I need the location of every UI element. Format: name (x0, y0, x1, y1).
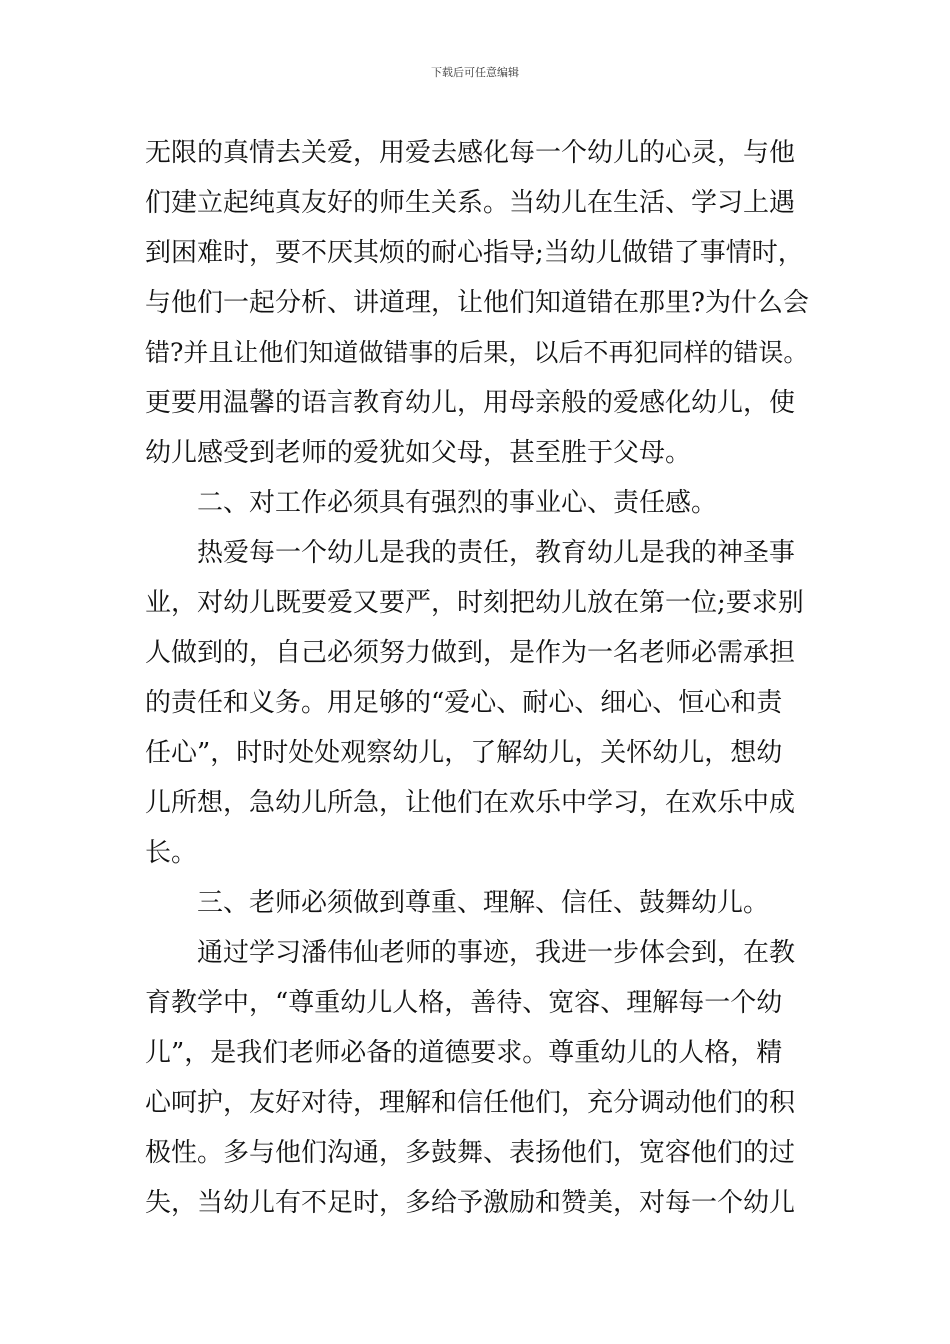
text-line: 热爱每一个幼儿是我的责任，教育幼儿是我的神圣事 (197, 538, 796, 568)
text-line: 长。 (145, 838, 198, 868)
text-line: 到困难时，要不厌其烦的耐心指导;当幼儿做错了事情时， (145, 238, 804, 268)
text-line: 无限的真情去关爱，用爱去感化每一个幼儿的心灵，与他 (145, 138, 796, 168)
text-line: 人做到的，自己必须努力做到，是作为一名老师必需承担 (145, 638, 796, 668)
text-line: 任心”，时时处处观察幼儿，了解幼儿，关怀幼儿，想幼 (145, 738, 783, 768)
text-line: 儿”，是我们老师必备的道德要求。尊重幼儿的人格，精 (145, 1038, 783, 1068)
text-line: 业，对幼儿既要爱又要严，时刻把幼儿放在第一位;要求别 (145, 588, 804, 618)
text-line: 心呵护，友好对待，理解和信任他们，充分调动他们的积 (145, 1088, 796, 1118)
text-line: 更要用温馨的语言教育幼儿，用母亲般的爱感化幼儿，使 (145, 388, 796, 418)
page-header: 下载后可任意编辑 (431, 66, 519, 79)
text-line: 幼儿感受到老师的爱犹如父母，甚至胜于父母。 (145, 438, 692, 468)
text-line: 们建立起纯真友好的师生关系。当幼儿在生活、学习上遇 (145, 188, 796, 218)
text-line: 三、老师必须做到尊重、理解、信任、鼓舞幼儿。 (197, 888, 770, 918)
text-line: 通过学习潘伟仙老师的事迹，我进一步体会到，在教 (197, 938, 796, 968)
text-line: 的责任和义务。用足够的“爱心、耐心、细心、恒心和责 (145, 688, 783, 718)
text-line: 失，当幼儿有不足时，多给予激励和赞美，对每一个幼儿 (145, 1188, 796, 1218)
text-line: 错?并且让他们知道做错事的后果，以后不再犯同样的错误。 (145, 338, 809, 367)
text-line: 极性。多与他们沟通，多鼓舞、表扬他们，宽容他们的过 (145, 1138, 796, 1168)
text-line: 儿所想，急幼儿所急，让他们在欢乐中学习，在欢乐中成 (145, 788, 796, 818)
text-line: 育教学中，“尊重幼儿人格，善待、宽容、理解每一个幼 (145, 988, 783, 1018)
text-line: 二、对工作必须具有强烈的事业心、责任感。 (197, 488, 718, 518)
document-body (145, 128, 810, 1228)
text-line: 与他们一起分析、讲道理，让他们知道错在那里?为什么会 (145, 288, 809, 318)
